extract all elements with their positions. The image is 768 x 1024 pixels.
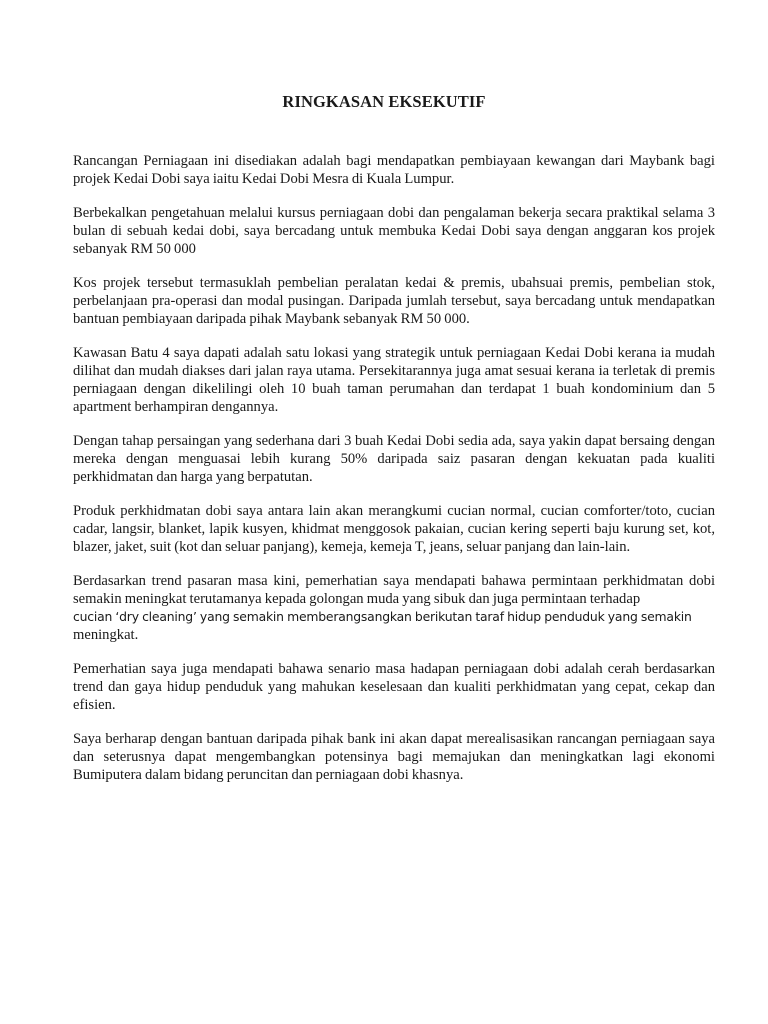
paragraph-9: Saya berharap dengan bantuan daripada pihak bank ini akan dapat merealisasikan rancangan perniagaan saya dan seterusnya dapat mengembangkan potensinya bagi memajukan dan meningkatkan lagi ekonomi Bumiputera dalam bidang peruncitan dan perniagaan dobi khasnya. — [73, 731, 715, 783]
paragraph-7-sans-line: cucian ‘dry cleaning’ yang semakin memberangsangkan berikutan taraf hidup penduduk yang semakin — [73, 609, 692, 624]
document-body — [73, 152, 715, 800]
paragraph-7-text: Berdasarkan trend pasaran masa kini, pemerhatian saya mendapati bahawa permintaan perkhidmatan dobi semakin meningkat terutamanya kepada golongan muda yang sibuk dan juga permintaan terhadap — [73, 573, 715, 607]
paragraph-3: Kos projek tersebut termasuklah pembelian peralatan kedai & premis, ubahsuai premis, pembelian stok, perbelanjaan pra-operasi dan modal pusingan. Daripada jumlah tersebut, saya bercadang untuk mendapatkan bantuan pembiayaan daripada pihak Maybank sebanyak RM 50 000. — [73, 275, 715, 327]
paragraph-2: Berbekalkan pengetahuan melalui kursus perniagaan dobi dan pengalaman bekerja secara praktikal selama 3 bulan di sebuah kedai dobi, saya bercadang untuk membuka Kedai Dobi saya dengan anggaran kos projek sebanyak RM 50 000 — [73, 205, 715, 257]
paragraph-7-last-line: meningkat. — [73, 627, 139, 643]
paragraph-7 — [73, 572, 715, 644]
paragraph-8: Pemerhatian saya juga mendapati bahawa senario masa hadapan perniagaan dobi adalah cerah berdasarkan trend dan gaya hidup penduduk yang mahukan keselesaan dan kualiti perkhidmatan yang cepat, cekap dan efisien. — [73, 661, 715, 713]
page-title: RINGKASAN EKSEKUTIF — [282, 92, 486, 111]
paragraph-6: Produk perkhidmatan dobi saya antara lain akan merangkumi cucian normal, cucian comforter/toto, cucian cadar, langsir, blanket, lapik kusyen, khidmat menggosok pakaian, cucian kering seperti baju kurung set, kot, blazer, jaket, suit (kot dan seluar panjang), kemeja, kemeja T, jeans, seluar panjang dan lain-lain. — [73, 503, 715, 555]
paragraph-4: Kawasan Batu 4 saya dapati adalah satu lokasi yang strategik untuk perniagaan Kedai Dobi kerana ia mudah dilihat dan mudah diakses dari jalan raya utama. Persekitarannya juga amat sesuai kerana ia terletak di premis perniagaan dengan dikelilingi oleh 10 buah taman perumahan dan terdapat 1 buah kondominium dan 5 apartment berhampiran dengannya. — [73, 345, 715, 415]
paragraph-1: Rancangan Perniagaan ini disediakan adalah bagi mendapatkan pembiayaan kewangan dari Maybank bagi projek Kedai Dobi saya iaitu Kedai Dobi Mesra di Kuala Lumpur. — [73, 153, 715, 187]
paragraph-5: Dengan tahap persaingan yang sederhana dari 3 buah Kedai Dobi sedia ada, saya yakin dapat bersaing dengan mereka dengan menguasai lebih kurang 50% daripada saiz pasaran dengan kekuatan pada kualiti perkhidmatan dan harga yang berpatutan. — [73, 433, 715, 485]
